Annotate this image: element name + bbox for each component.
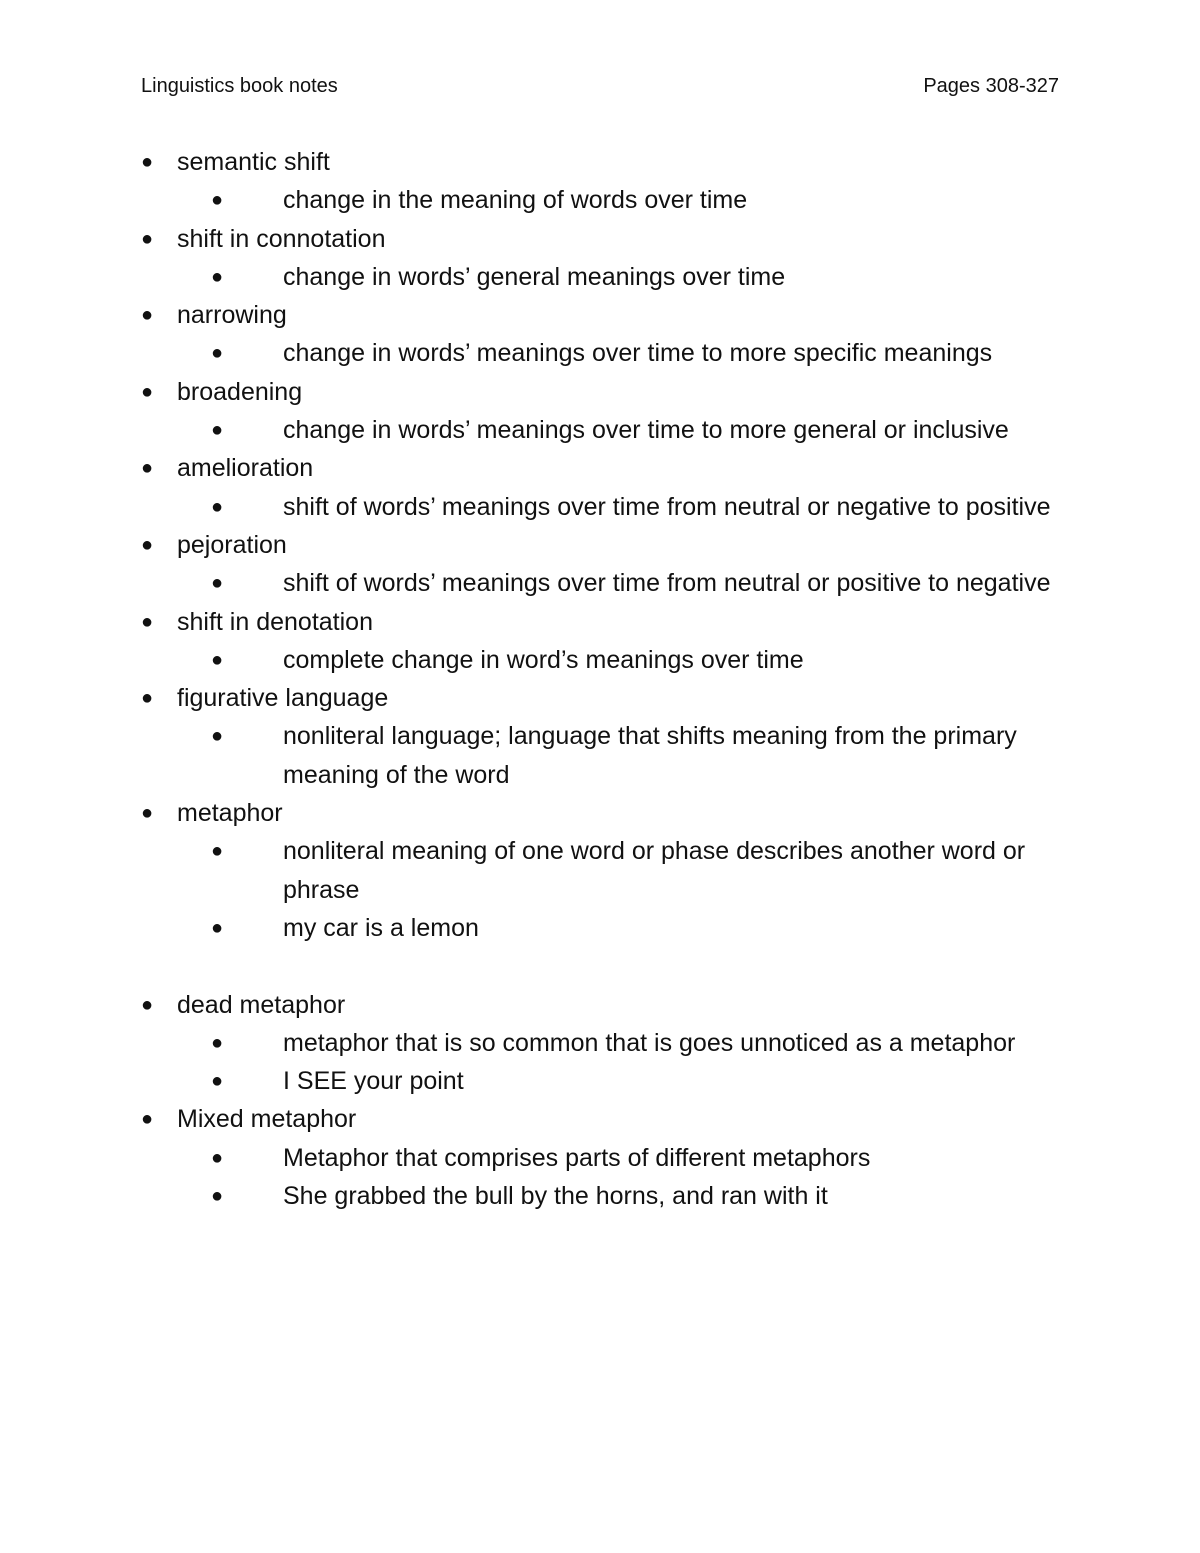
term-item <box>0 679 1200 717</box>
definition-item <box>0 181 1053 219</box>
header-page-range: Pages 308-327 <box>923 75 1059 97</box>
term-label: shift in connotation <box>177 224 386 253</box>
definition-item <box>0 641 1053 679</box>
bullet-icon: ● <box>141 227 154 250</box>
example-item <box>0 909 1053 947</box>
notes-list <box>0 143 1200 1215</box>
bullet-icon: ● <box>141 151 154 173</box>
header-title: Linguistics book notes <box>141 75 338 97</box>
term-label: broadening <box>177 377 303 406</box>
bullet-icon: ● <box>141 380 154 403</box>
term-label: shift in denotation <box>177 607 373 636</box>
bullet-icon: ● <box>211 419 224 442</box>
bullet-icon: ● <box>141 533 154 556</box>
term-item <box>0 986 1200 1024</box>
definition-item <box>0 832 1053 909</box>
term-item <box>0 373 1200 411</box>
bullet-icon: ● <box>141 1108 154 1131</box>
bullet-icon: ● <box>141 687 154 710</box>
bullet-icon: ● <box>211 840 224 863</box>
term-label: semantic shift <box>177 148 330 176</box>
term-item <box>0 296 1200 334</box>
definition-text: shift of words’ meanings over time from neutral or negative to positive <box>283 492 1051 521</box>
bullet-icon: ● <box>141 802 154 825</box>
bullet-icon: ● <box>211 725 224 748</box>
bullet-icon: ● <box>211 1031 224 1054</box>
definition-text: change in words’ meanings over time to more specific meanings <box>283 339 993 368</box>
definition-text: change in words’ general meanings over time <box>283 262 786 291</box>
bullet-icon: ● <box>211 189 224 212</box>
term-item <box>0 143 1200 181</box>
definition-item <box>0 258 1053 296</box>
definition-text: Metaphor that comprises parts of different metaphors <box>283 1143 871 1172</box>
definition-item <box>0 717 1053 794</box>
term-label: dead metaphor <box>177 990 346 1019</box>
definition-item <box>0 488 1053 526</box>
bullet-icon: ● <box>211 1070 224 1093</box>
bullet-icon: ● <box>211 648 224 671</box>
bullet-icon: ● <box>211 916 224 939</box>
term-label: metaphor <box>177 799 283 828</box>
term-label: pejoration <box>177 530 287 559</box>
term-item <box>0 794 1200 832</box>
definition-text: metaphor that is so common that is goes unnoticed as a metaphor <box>283 1028 1016 1057</box>
term-item <box>0 1100 1200 1138</box>
definition-text: change in words’ meanings over time to more general or inclusive <box>283 416 1009 445</box>
definition-text: complete change in word’s meanings over time <box>283 645 804 674</box>
example-item <box>0 1062 1053 1100</box>
example-item <box>0 1177 1053 1215</box>
blank-line <box>0 947 1200 985</box>
example-text: She grabbed the bull by the horns, and ran with it <box>283 1182 828 1211</box>
definition-text: nonliteral meaning of one word or phase describes another word or phrase <box>283 837 1026 904</box>
term-item <box>0 449 1200 487</box>
definition-text: change in the meaning of words over time <box>283 186 748 215</box>
example-text: my car is a lemon <box>283 913 479 942</box>
definition-item <box>0 334 1053 372</box>
bullet-icon: ● <box>141 610 154 633</box>
bullet-icon: ● <box>211 342 224 365</box>
definition-text: shift of words’ meanings over time from neutral or positive to negative <box>283 569 1051 598</box>
definition-item <box>0 1024 1053 1062</box>
term-label: amelioration <box>177 454 314 483</box>
bullet-icon: ● <box>141 457 154 480</box>
term-label: figurative language <box>177 684 389 713</box>
example-text: I SEE your point <box>283 1067 464 1096</box>
term-item <box>0 526 1200 564</box>
bullet-icon: ● <box>211 1185 224 1208</box>
bullet-icon: ● <box>211 1146 224 1169</box>
bullet-icon: ● <box>141 304 154 327</box>
bullet-icon: ● <box>141 993 154 1016</box>
page-header <box>141 72 1059 100</box>
term-label: narrowing <box>177 301 287 330</box>
bullet-icon: ● <box>211 572 224 595</box>
bullet-icon: ● <box>211 265 224 288</box>
definition-text: nonliteral language; language that shifts meaning from the primary meaning of the word <box>283 722 1017 789</box>
bullet-icon: ● <box>211 495 224 518</box>
definition-item <box>0 564 1053 602</box>
definition-item <box>0 1139 1053 1177</box>
term-item <box>0 603 1200 641</box>
definition-item <box>0 411 1053 449</box>
term-item <box>0 220 1200 258</box>
term-label: Mixed metaphor <box>177 1105 357 1134</box>
